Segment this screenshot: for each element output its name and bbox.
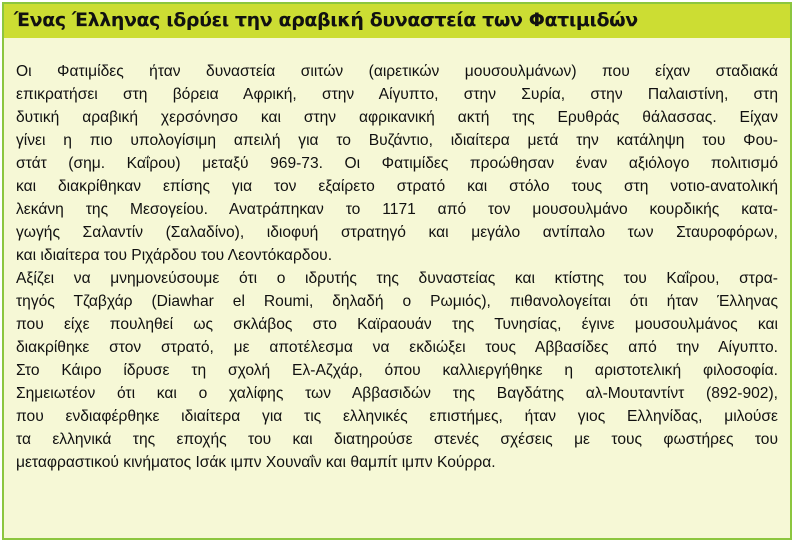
box-body xyxy=(16,60,778,474)
text-line: μεταφραστικού κινήματος Ισάκ ιμπν Χουναΐν και θαμπίτ ιμπν Κούρρα. xyxy=(16,454,496,471)
text-line: λεκάνη της Μεσογείου. Ανατράπηκαν το 1171 από τον μουσουλμάνο κουρδικής κατα- xyxy=(16,201,778,218)
text-line: τα ελληνικά της εποχής του και διατηρούσε στενές σχέσεις με τους φωστήρες του xyxy=(16,431,778,448)
text-line: διακρίθηκε στον στρατό, με αποτέλεσμα να εκδιώξει τους Αββασίδες από την Αίγυπτο. xyxy=(16,339,778,356)
text-line: επικρατήσει στη βόρεια Αφρική, στην Αίγυπτο, στην Συρία, στην Παλαιστίνη, στη xyxy=(16,86,778,103)
box-title: Ένας Έλληνας ιδρύει την αραβική δυναστεία των Φατιμιδών xyxy=(4,4,790,38)
text-line: Στο Κάιρο ίδρυσε τη σχολή Ελ-Αζχάρ, όπου καλλιεργήθηκε η αριστοτελική φιλοσοφία. xyxy=(16,362,778,379)
text-line: Οι Φατιμίδες ήταν δυναστεία σιιτών (αιρετικών μουσουλμάνων) που είχαν σταδιακά xyxy=(16,63,778,80)
text-line: γωγής Σαλαντίν (Σαλαδίνο), ιδιοφυή στρατηγό και μεγάλο αντίπαλο των Σταυροφόρων, xyxy=(16,224,778,241)
text-line: που είχε πουληθεί ως σκλάβος στο Καϊραουάν της Τυνησίας, έγινε μουσουλμάνος και xyxy=(16,316,778,333)
paragraph-1 xyxy=(16,60,778,267)
text-line: που ενδιαφέρθηκε ιδιαίτερα για τις ελληνικές επιστήμες, ήταν γιος Ελληνίδας, μιλούσε xyxy=(16,408,778,425)
text-line: γίνει η πιο υπολογίσιμη απειλή για το Βυζάντιο, ιδιαίτερα μετά την κατάληψη του Φου- xyxy=(16,132,778,149)
info-box xyxy=(2,2,792,540)
text-line: και ιδιαίτερα του Ριχάρδου του Λεοντόκαρδου. xyxy=(16,247,333,264)
text-line: Σημειωτέον ότι και ο χαλίφης των Αββασιδών της Βαγδάτης αλ-Μουταντίντ (892-902), xyxy=(16,385,778,402)
text-line: στάτ (σημ. Καΐρου) μεταξύ 969-73. Οι Φατιμίδες προώθησαν έναν αξιόλογο πολιτισμό xyxy=(16,155,778,172)
text-line: και διακρίθηκαν επίσης για τον εξαίρετο στρατό και στόλο τους στη νοτιο-ανατολική xyxy=(16,178,778,195)
paragraph-2 xyxy=(16,267,778,474)
text-line: δυτική αραβική χερσόνησο και στην αφρικανική ακτή της Ερυθράς θάλασσας. Είχαν xyxy=(16,109,778,126)
text-line: τηγός Τζαβχάρ (Diawhar el Roumi, δηλαδή ο Ρωμιός), πιθανολογείται ότι ήταν Έλληνας xyxy=(16,293,778,310)
text-line: Αξίζει να μνημονεύσουμε ότι ο ιδρυτής της δυναστείας και κτίστης του Καΐρου, στρα- xyxy=(16,270,778,287)
